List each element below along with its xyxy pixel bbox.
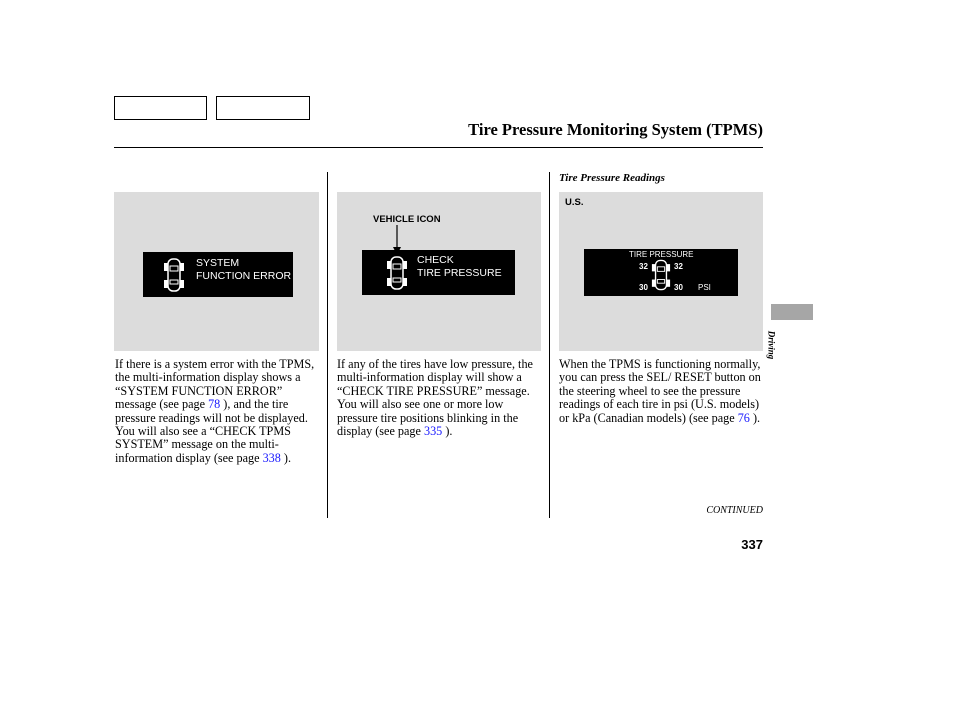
rear-right-pressure: 30 [674,283,683,292]
multi-info-display [584,249,738,296]
region-label: U.S. [565,197,584,208]
body-text-segment: If there is a system error with the TPMS, the multi-information display shows a “SYSTEM FUNCTION ERROR” message (see page [115,357,315,412]
vehicle-icon [163,256,185,294]
body-text-segment: When the TPMS is functioning normally, you can press the SEL/ RESET button on the steering wheel to see the pressure readings of each tire in psi (U.S. models) or kPa (Canadian models) (see page [559,357,761,425]
body-text-segment: If any of the tires have low pressure, the multi-information display will show a “CHECK TIRE PRESSURE” message. You will also see one or more low pressure tire positions blinking in the display (see page [337,357,533,439]
display-line-1: SYSTEM [196,257,240,269]
multi-info-display [362,250,515,295]
page-reference-link[interactable]: 76 [737,410,750,425]
column-divider [327,172,328,518]
system-error-figure [114,192,319,351]
front-right-pressure: 32 [674,262,683,271]
section-tab[interactable] [771,304,813,320]
tire-pressure-readings-figure [559,192,763,351]
section-tab-label-wrap [766,326,781,366]
title-divider [114,147,763,148]
page-number: 337 [741,537,763,552]
column-1-text [115,358,321,465]
page-reference-link[interactable]: 78 [208,397,221,412]
column-3-text [559,358,765,425]
column-divider [549,172,550,518]
column-2-text [337,358,543,438]
display-line-2: TIRE PRESSURE [417,267,502,279]
vehicle-icon-callout: VEHICLE ICON [373,214,441,225]
body-text-segment: ), and the tire pressure readings will not be displayed. You will also see a “CHECK TPMS SYSTEM” message on the multi-information display (see page [115,397,308,465]
rear-left-pressure: 30 [639,283,648,292]
previous-page-button[interactable] [114,96,207,120]
vehicle-icon [651,257,671,293]
check-tire-pressure-figure [337,192,541,351]
display-title: TIRE PRESSURE [629,250,694,259]
multi-info-display [143,252,293,297]
continued-label: CONTINUED [706,505,763,516]
body-text-segment: ). [280,450,291,465]
pressure-unit: PSI [698,283,711,292]
section-heading: Tire Pressure Readings [559,172,665,184]
front-left-pressure: 32 [639,262,648,271]
display-line-2: FUNCTION ERROR [196,270,292,282]
page-title: Tire Pressure Monitoring System (TPMS) [468,120,763,139]
section-tab-label: Driving [766,330,777,360]
vehicle-icon [386,254,408,292]
next-page-button[interactable] [216,96,310,120]
display-line-1: CHECK [417,254,454,266]
body-text-segment: ). [442,424,453,439]
page-reference-link[interactable]: 335 [423,424,443,439]
body-text-segment: ). [749,410,761,425]
page-reference-link[interactable]: 338 [262,450,281,465]
